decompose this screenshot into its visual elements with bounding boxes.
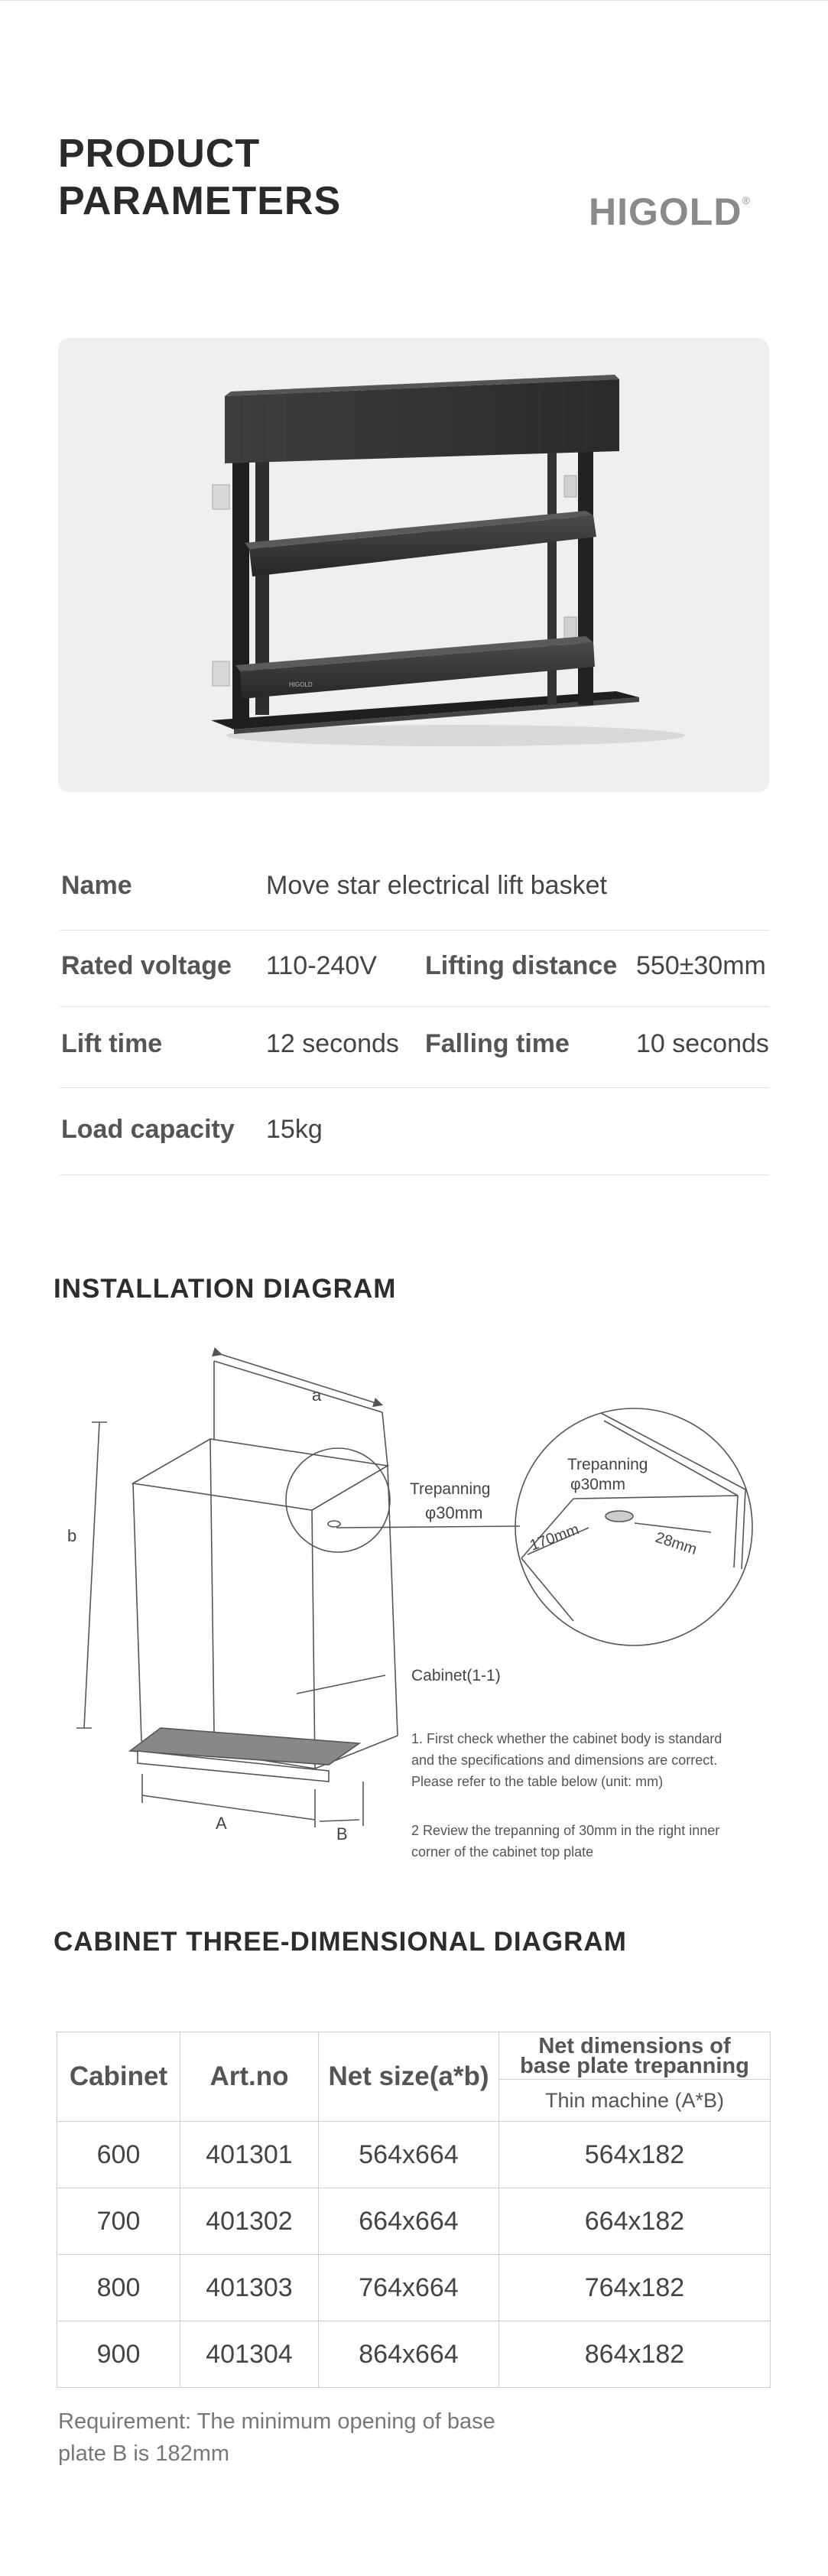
spec-row-voltage <box>60 930 769 1007</box>
note-1-line-1: 1. First check whether the cabinet body is standard <box>411 1731 722 1746</box>
spec-name-label: Name <box>61 871 132 900</box>
cell-artno: 401301 <box>180 2122 319 2188</box>
spec-name-value: Move star electrical lift basket <box>266 871 607 900</box>
spec-voltage-label: Rated voltage <box>61 951 232 980</box>
installation-title: INSTALLATION DIAGRAM <box>54 1274 397 1304</box>
cell-cabinet: 600 <box>57 2122 180 2188</box>
spec-lift-time-label: Lift time <box>61 1029 163 1058</box>
header-trepanning <box>499 2032 771 2080</box>
installation-note-1 <box>411 1728 778 1792</box>
product-label: HIGOLD <box>289 681 313 688</box>
spec-falling-label: Falling time <box>425 1029 570 1058</box>
cell-net-size: 864x664 <box>319 2321 499 2388</box>
cell-artno: 401302 <box>180 2188 319 2255</box>
table-row <box>57 2321 771 2388</box>
zoom-28mm: 28mm <box>653 1528 700 1558</box>
brand-logo <box>589 190 751 234</box>
trepanning-label: Trepanning <box>410 1480 491 1498</box>
spec-lifting-label: Lifting distance <box>425 951 618 980</box>
cell-thin-machine: 864x182 <box>499 2321 771 2388</box>
cell-cabinet: 800 <box>57 2255 180 2321</box>
spec-lift-time-value: 12 seconds <box>266 1029 399 1058</box>
requirement-line-1: Requirement: The minimum opening of base <box>58 2409 495 2434</box>
cell-thin-machine: 764x182 <box>499 2255 771 2321</box>
spec-falling-value: 10 seconds <box>636 1029 769 1058</box>
header-artno: Art.no <box>180 2032 319 2122</box>
requirement-note <box>58 2405 547 2470</box>
zoom-trepanning-label: Trepanning <box>567 1456 648 1473</box>
label-B: B <box>336 1824 348 1843</box>
spec-load-value: 15kg <box>266 1115 323 1144</box>
label-b: b <box>67 1526 77 1545</box>
cell-artno: 401304 <box>180 2321 319 2388</box>
requirement-line-2: plate B is 182mm <box>58 2441 230 2466</box>
cell-net-size: 764x664 <box>319 2255 499 2321</box>
page-title <box>58 130 341 225</box>
header-trepanning-line-1: Net dimensions of <box>538 2033 731 2058</box>
top-divider <box>0 0 828 1</box>
cell-net-size: 664x664 <box>319 2188 499 2255</box>
spec-row-time <box>60 1006 769 1088</box>
spec-load-label: Load capacity <box>61 1115 235 1144</box>
note-1-line-3: Please refer to the table below (unit: mm) <box>411 1774 664 1789</box>
cell-net-size: 564x664 <box>319 2122 499 2188</box>
cabinet-label: Cabinet(1-1) <box>411 1667 501 1684</box>
product-photo <box>58 338 769 792</box>
note-2-line-2: corner of the cabinet top plate <box>411 1844 594 1860</box>
table-header-row <box>57 2032 771 2080</box>
title-line-1: PRODUCT <box>58 132 261 176</box>
cell-cabinet: 900 <box>57 2321 180 2388</box>
installation-note-2 <box>411 1820 778 1863</box>
brand-name: HIGOLD <box>589 190 742 233</box>
spec-row-load <box>60 1087 769 1175</box>
zoom-170mm: 170mm <box>528 1521 582 1554</box>
trepanning-size: φ30mm <box>425 1503 483 1522</box>
registered-mark: ® <box>742 194 751 206</box>
cabinet-spec-table <box>57 2032 771 2388</box>
label-A: A <box>216 1814 227 1833</box>
spec-voltage-value: 110-240V <box>266 951 377 980</box>
title-line-2: PARAMETERS <box>58 179 342 223</box>
label-a: a <box>312 1385 322 1405</box>
table-row <box>57 2122 771 2188</box>
cell-cabinet: 700 <box>57 2188 180 2255</box>
installation-diagram <box>54 1346 818 1881</box>
spec-lifting-value: 550±30mm <box>636 951 766 980</box>
header-thin-machine: Thin machine (A*B) <box>499 2080 771 2122</box>
note-2-line-1: 2 Review the trepanning of 30mm in the right inner <box>411 1823 720 1838</box>
cell-artno: 401303 <box>180 2255 319 2321</box>
zoom-trepanning-size: φ30mm <box>570 1476 625 1493</box>
header-cabinet: Cabinet <box>57 2032 180 2122</box>
header-trepanning-line-2: base plate trepanning <box>520 2053 749 2078</box>
lift-basket-illustration <box>58 338 769 792</box>
spec-row-name <box>60 855 769 931</box>
cell-thin-machine: 664x182 <box>499 2188 771 2255</box>
table-row <box>57 2188 771 2255</box>
header-net-size: Net size(a*b) <box>319 2032 499 2122</box>
cell-thin-machine: 564x182 <box>499 2122 771 2188</box>
note-1-line-2: and the specifications and dimensions are correct. <box>411 1753 718 1768</box>
table-title: CABINET THREE-DIMENSIONAL DIAGRAM <box>54 1927 627 1957</box>
table-row <box>57 2255 771 2321</box>
